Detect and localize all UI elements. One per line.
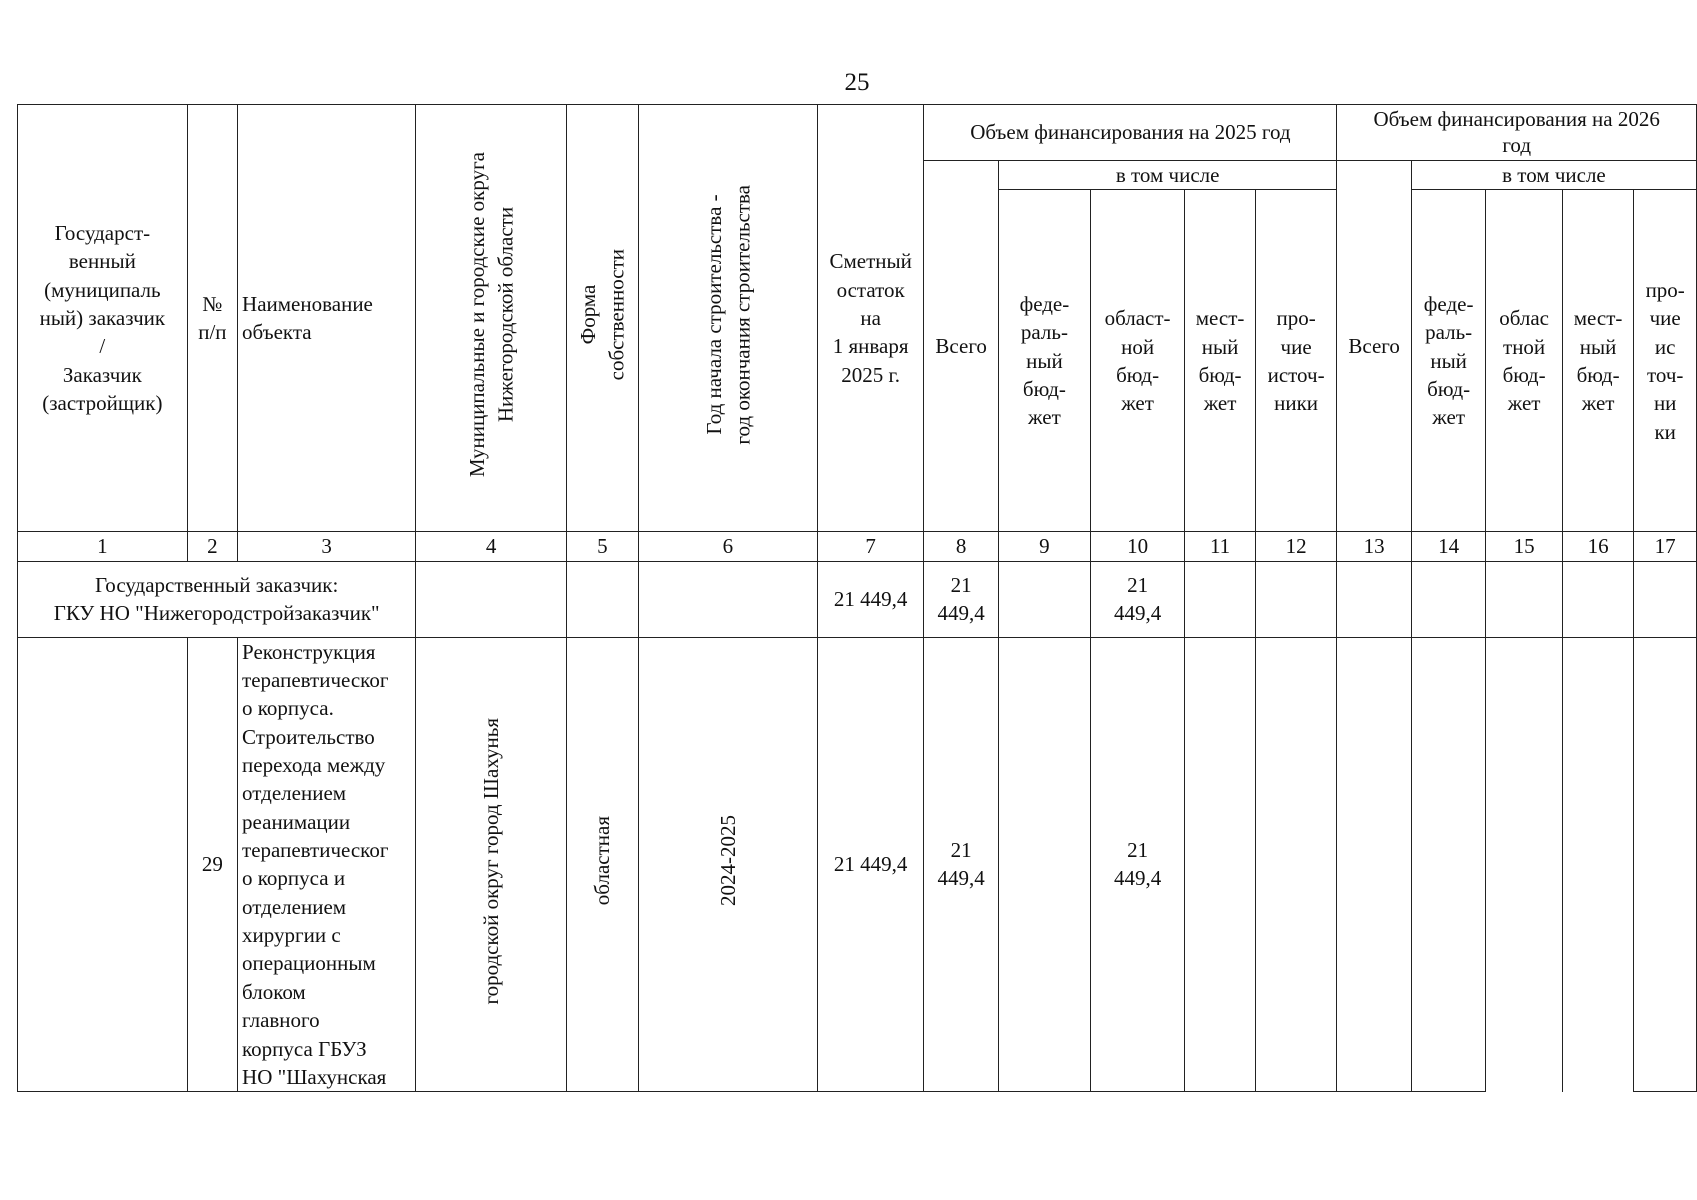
header-including-2025: в том числе	[998, 161, 1336, 190]
empty-cell	[998, 637, 1090, 1092]
empty-cell	[1337, 561, 1412, 637]
customer-label: Государственный заказчик: ГКУ НО "Нижегородстройзаказчик"	[18, 561, 416, 637]
empty-cell	[1634, 637, 1697, 1092]
column-number: 10	[1090, 532, 1184, 561]
empty-cell	[18, 637, 188, 1092]
object-ownership: областная	[590, 816, 615, 906]
customer-regional-2025: 21 449,4	[1090, 561, 1184, 637]
empty-cell	[1255, 561, 1337, 637]
header-number: № п/п	[187, 105, 237, 532]
empty-cell	[1562, 637, 1634, 1092]
header-federal-2025: феде- раль- ный бюд- жет	[998, 190, 1090, 532]
empty-cell	[1337, 637, 1412, 1092]
header-funding-2025: Объем финансирования на 2025 год	[924, 105, 1337, 161]
header-regional-2025: област- ной бюд- жет	[1090, 190, 1184, 532]
header-ownership: Форма собственности	[576, 248, 629, 381]
column-number: 4	[416, 532, 567, 561]
column-number: 7	[817, 532, 924, 561]
column-number: 9	[998, 532, 1090, 561]
column-number: 14	[1411, 532, 1485, 561]
header-customer: Государст- венный (муниципаль ный) заказчик / Заказчик (застройщик)	[18, 105, 188, 532]
column-number: 1	[18, 532, 188, 561]
investment-table	[17, 104, 1697, 1092]
empty-cell	[416, 561, 567, 637]
column-number: 3	[238, 532, 416, 561]
column-number: 2	[187, 532, 237, 561]
empty-cell	[567, 561, 639, 637]
object-ownership-cell	[567, 637, 639, 1092]
object-row	[18, 637, 1697, 1092]
header-estimate: Сметный остаток на 1 января 2025 г.	[817, 105, 924, 532]
object-regional-2025: 21 449,4	[1090, 637, 1184, 1092]
header-local-2025: мест- ный бюд- жет	[1185, 190, 1256, 532]
column-number: 5	[567, 532, 639, 561]
column-number: 6	[638, 532, 817, 561]
header-years: Год начала строительства - год окончания строительства	[701, 184, 754, 445]
header-total-2025: Всего	[924, 161, 999, 532]
empty-cell	[1486, 561, 1562, 637]
column-number-row	[18, 532, 1697, 561]
object-years-cell	[638, 637, 817, 1092]
header-total-2026: Всего	[1337, 161, 1412, 532]
empty-cell	[1562, 561, 1634, 637]
column-number: 12	[1255, 532, 1337, 561]
header-regional-2026: облас тной бюд- жет	[1486, 190, 1562, 532]
column-number: 17	[1634, 532, 1697, 561]
column-number: 11	[1185, 532, 1256, 561]
empty-cell	[1185, 561, 1256, 637]
header-local-2026: мест- ный бюд- жет	[1562, 190, 1634, 532]
header-ownership-cell	[567, 105, 639, 532]
header-other-2026: про- чие ис точ- ни ки	[1634, 190, 1697, 532]
empty-cell	[998, 561, 1090, 637]
column-number: 15	[1486, 532, 1562, 561]
column-number: 16	[1562, 532, 1634, 561]
header-funding-2026: Объем финансирования на 2026 год	[1337, 105, 1697, 161]
object-years: 2024-2025	[715, 815, 740, 907]
empty-cell	[1255, 637, 1337, 1092]
column-number: 13	[1337, 532, 1412, 561]
header-including-2026: в том числе	[1411, 161, 1696, 190]
header-municipality: Муниципальные и городские округа Нижегородской области	[464, 151, 518, 478]
page-number: 25	[844, 69, 870, 96]
empty-cell	[1486, 637, 1562, 1092]
object-estimate: 21 449,4	[817, 637, 924, 1092]
header-municipality-cell	[416, 105, 567, 532]
empty-cell	[1185, 637, 1256, 1092]
header-object-name: Наименование объекта	[238, 105, 416, 532]
empty-cell	[638, 561, 817, 637]
customer-total-2025: 21 449,4	[924, 561, 999, 637]
object-municipality: городской округ город Шахунья	[479, 717, 503, 1005]
empty-cell	[1411, 637, 1485, 1092]
header-federal-2026: феде- раль- ный бюд- жет	[1411, 190, 1485, 532]
empty-cell	[1411, 561, 1485, 637]
object-municipality-cell	[416, 637, 567, 1092]
customer-estimate: 21 449,4	[817, 561, 924, 637]
customer-row	[18, 561, 1697, 637]
column-number: 8	[924, 532, 999, 561]
header-other-2025: про- чие источ- ники	[1255, 190, 1337, 532]
empty-cell	[1634, 561, 1697, 637]
object-total-2025: 21 449,4	[924, 637, 999, 1092]
object-number: 29	[187, 637, 237, 1092]
header-years-cell	[638, 105, 817, 532]
object-name: Реконструкция терапевтическог о корпуса. Строительство перехода между отделением реанимации терапевтическог о корпуса и отделением хирургии с операционным блоком главного корпуса ГБУЗ НО "Шахунская	[238, 637, 416, 1092]
